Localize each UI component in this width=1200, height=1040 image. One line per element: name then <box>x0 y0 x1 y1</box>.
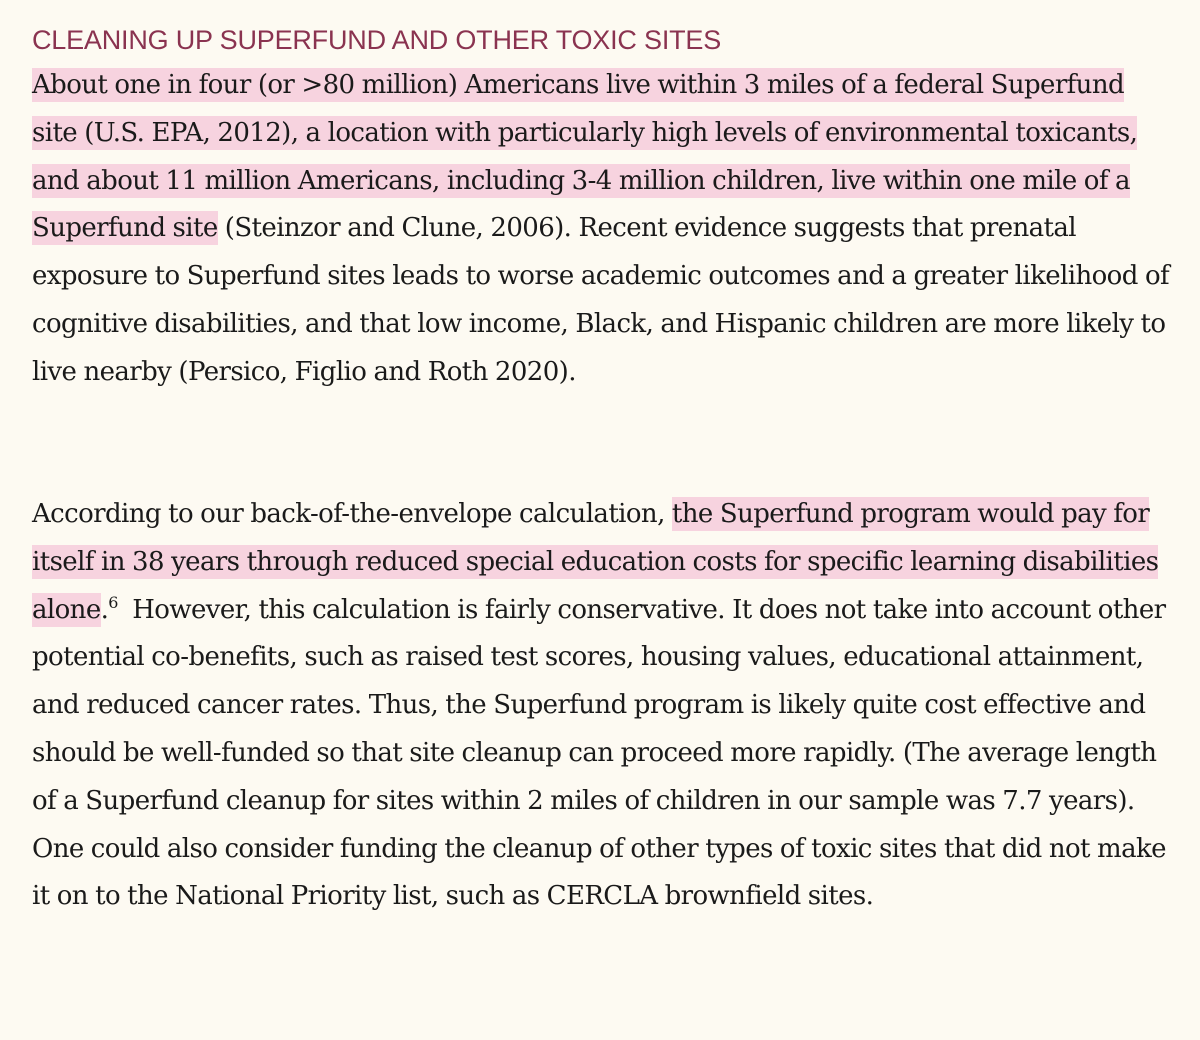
sentence-period: . <box>100 594 109 625</box>
highlighted-text-2: the Superfund program would pay for itself in 38 years through reduced special education costs for specific learning disabilities alone <box>32 499 1159 625</box>
section-heading: CLEANING UP SUPERFUND AND OTHER TOXIC SITES <box>32 25 722 55</box>
paragraph-2-rest: However, this calculation is fairly conservative. It does not take into account other potential co-benefits, such as raised test scores, housing values, educational attainment, and reduced cancer rates. Thus, the Superfund program is likely quite cost effective and should be well-funded so that site cleanup can proceed more rapidly. (The average length of a Superfund cleanup for sites within 2 miles of children in our sample was 7.7 years). One could also consider funding the cleanup of other types of toxic sites that did not make it on to the National Priority list, such as CERCLA brownfield sites. <box>32 594 1174 912</box>
paragraph-2-lead: According to our back-of-the-envelope calculation, <box>32 499 672 529</box>
paragraph-1 <box>32 62 1172 397</box>
paragraph-1-rest: (Steinzor and Clune, 2006). Recent evidence suggests that prenatal exposure to Superfund sites leads to worse academic outcomes and a greater likelihood of cognitive disabilities, and that low income, Black, and Hispanic children are more likely to live nearby (Persico, Figlio and Roth 2020). <box>32 213 1170 387</box>
highlighted-text-1: About one in four (or >80 million) Americans live within 3 miles of a federal Superfund site (U.S. EPA, 2012), a location with particularly high levels of environmental toxicants, and about 11 million Americans, including 3-4 million children, live within one mile of a Superfund site <box>32 70 1138 244</box>
paragraph-2 <box>32 491 1172 921</box>
footnote-marker: 6 <box>108 592 118 612</box>
